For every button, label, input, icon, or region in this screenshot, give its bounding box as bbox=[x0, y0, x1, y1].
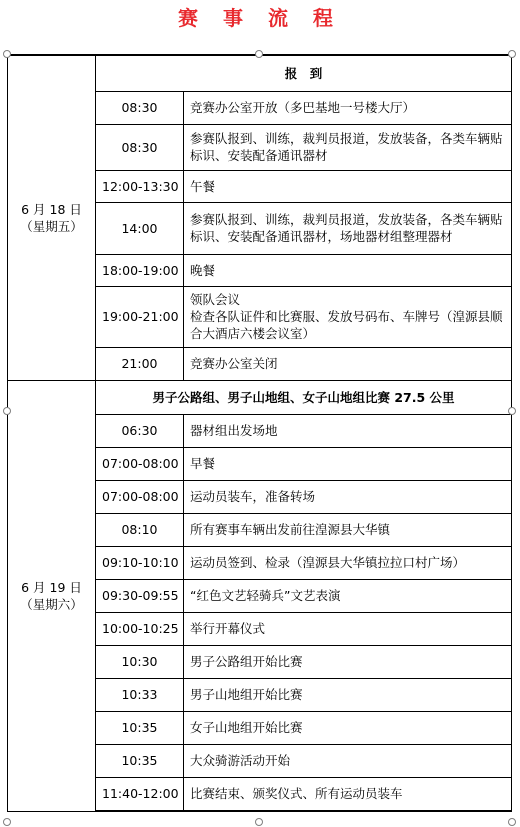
event-cell bbox=[184, 286, 512, 347]
section-header: 男子公路组、男子山地组、女子山地组比赛 27.5 公里 bbox=[96, 380, 512, 414]
event-line: 领队会议 bbox=[190, 292, 241, 307]
event-cell: 大众骑游活动开始 bbox=[184, 744, 512, 777]
event-line: 检查各队证件和比赛服、发放号码布、车牌号（湟源县顺合大酒店六楼会议室） bbox=[190, 309, 503, 341]
event-cell: 男子公路组开始比赛 bbox=[184, 645, 512, 678]
event-cell: 参赛队报到、训练，裁判员报道，发放装备，各类车辆贴标识、安装配备通讯器材 bbox=[184, 124, 512, 170]
resize-handle-bottom-center[interactable] bbox=[255, 818, 263, 826]
time-cell: 10:00-10:25 bbox=[96, 612, 184, 645]
time-cell: 08:30 bbox=[96, 124, 184, 170]
time-cell: 21:00 bbox=[96, 347, 184, 380]
page-title: 赛 事 流 程 bbox=[178, 6, 342, 30]
time-cell: 09:30-09:55 bbox=[96, 579, 184, 612]
resize-handle-top-left[interactable] bbox=[3, 50, 11, 58]
time-cell: 10:35 bbox=[96, 744, 184, 777]
day-cell-june-19 bbox=[8, 380, 96, 811]
event-cell: 器材组出发场地 bbox=[184, 414, 512, 447]
weekday-label: （星期五） bbox=[20, 218, 83, 234]
event-cell: 早餐 bbox=[184, 447, 512, 480]
date-label: 6 月 18 日 bbox=[21, 201, 82, 217]
time-cell: 06:30 bbox=[96, 414, 184, 447]
resize-handle-top-right[interactable] bbox=[508, 50, 516, 58]
schedule-table bbox=[7, 54, 512, 812]
time-cell: 19:00-21:00 bbox=[96, 286, 184, 347]
event-cell: 举行开幕仪式 bbox=[184, 612, 512, 645]
time-cell: 10:30 bbox=[96, 645, 184, 678]
event-cell: 男子山地组开始比赛 bbox=[184, 678, 512, 711]
event-cell: 参赛队报到、训练，裁判员报道，发放装备，各类车辆贴标识、安装配备通讯器材，场地器材组整理器材 bbox=[184, 202, 512, 254]
date-label: 6 月 19 日 bbox=[21, 579, 82, 595]
event-cell: 比赛结束、颁奖仪式、所有运动员装车 bbox=[184, 777, 512, 811]
time-cell: 11:40-12:00 bbox=[96, 777, 184, 811]
event-cell: 所有赛事车辆出发前往湟源县大华镇 bbox=[184, 513, 512, 546]
event-cell: 运动员签到、检录（湟源县大华镇拉拉口村广场） bbox=[184, 546, 512, 579]
time-cell: 10:33 bbox=[96, 678, 184, 711]
resize-handle-bottom-left[interactable] bbox=[3, 818, 11, 826]
time-cell: 08:10 bbox=[96, 513, 184, 546]
event-cell: 女子山地组开始比赛 bbox=[184, 711, 512, 744]
time-cell: 08:30 bbox=[96, 91, 184, 124]
resize-handle-bottom-right[interactable] bbox=[508, 818, 516, 826]
time-cell: 07:00-08:00 bbox=[96, 480, 184, 513]
resize-handle-top-center[interactable] bbox=[255, 50, 263, 58]
weekday-label: （星期六） bbox=[20, 596, 83, 612]
time-cell: 10:35 bbox=[96, 711, 184, 744]
time-cell: 18:00-19:00 bbox=[96, 254, 184, 286]
resize-handle-middle-left[interactable] bbox=[3, 407, 11, 415]
event-cell: “红色文艺轻骑兵”文艺表演 bbox=[184, 579, 512, 612]
time-cell: 12:00-13:30 bbox=[96, 170, 184, 202]
section-header: 报 到 bbox=[96, 55, 512, 91]
time-cell: 07:00-08:00 bbox=[96, 447, 184, 480]
resize-handle-middle-right[interactable] bbox=[508, 407, 516, 415]
event-cell: 晚餐 bbox=[184, 254, 512, 286]
event-cell: 午餐 bbox=[184, 170, 512, 202]
event-cell: 竞赛办公室关闭 bbox=[184, 347, 512, 380]
event-cell: 竞赛办公室开放（多巴基地一号楼大厅） bbox=[184, 91, 512, 124]
time-cell: 14:00 bbox=[96, 202, 184, 254]
time-cell: 09:10-10:10 bbox=[96, 546, 184, 579]
event-cell: 运动员装车，准备转场 bbox=[184, 480, 512, 513]
day-cell-june-18 bbox=[8, 55, 96, 380]
